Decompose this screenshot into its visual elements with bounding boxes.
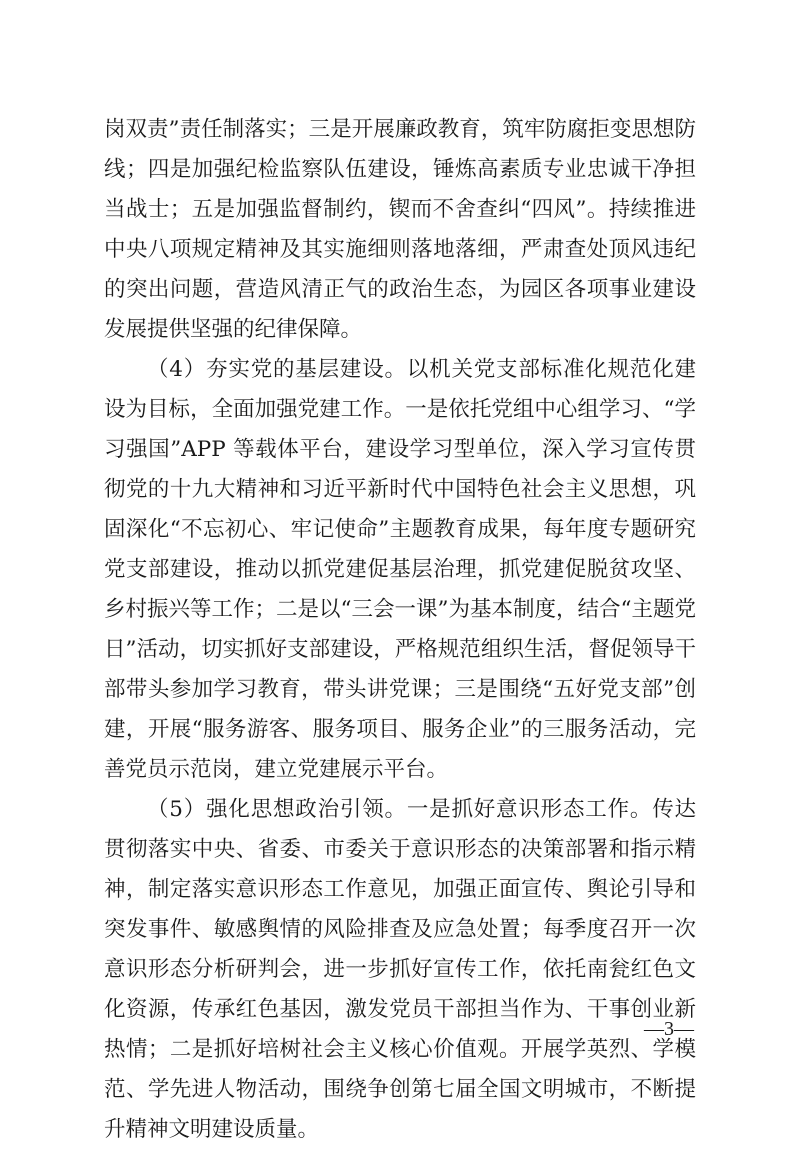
paragraph-ideological-guidance: （5）强化思想政治引领。一是抓好意识形态工作。传达贯彻落实中央、省委、市委关于意识形态的决策部署和指示精神，制定落实意识形态工作意见，加强正面宣传、舆论引导和突发事件、敏感舆情的风险排查及应急处置；每季度召开一次意识形态分析研判会，进一步抓好宣传工作，依托南瓮红色文化资源，传承红色基因，激发党员干部担当作为、干事创业新热情；二是抓好培树社会主义核心价值观。开展学英烈、学模范、学先进人物活动，围绕争创第七届全国文明城市，不断提升精神文明建设质量。 [104, 797, 696, 1142]
paragraph-grassroots-building: （4）夯实党的基层建设。以机关党支部标准化规范化建设为目标，全面加强党建工作。一是依托党组中心组学习、“学习强国”APP 等载体平台，建设学习型单位，深入学习宣传贯彻党的十九大精神和习近平新时代中国特色社会主义思想，巩固深化“不忘初心、牢记使命”主题教育成果，每年度专题研究党支部建设，推动以抓党建促基层治理，抓党建促脱贫攻坚、乡村振兴等工作；二是以“三会一课”为基本制度，结合“主题党日”活动，切实抓好支部建设，严格规范组织生活，督促领导干部带头参加学习教育，带头讲党课；三是围绕“五好党支部”创建，开展“服务游客、服务项目、服务企业”的三服务活动，完善党员示范岗，建立党建展示平台。 [104, 357, 696, 782]
document-body [104, 110, 696, 1150]
page-number: —3— [644, 1018, 694, 1040]
paragraph-continued: 岗双责”责任制落实；三是开展廉政教育，筑牢防腐拒变思想防线；四是加强纪检监察队伍建设，锤炼高素质专业忠诚干净担当战士；五是加强监督制约，锲而不舍查纠“四风”。持续推进中央八项规定精神及其实施细则落地落细，严肃查处顶风违纪的突出问题，营造风清正气的政治生态，为园区各项事业建设发展提供坚强的纪律保障。 [104, 117, 696, 342]
